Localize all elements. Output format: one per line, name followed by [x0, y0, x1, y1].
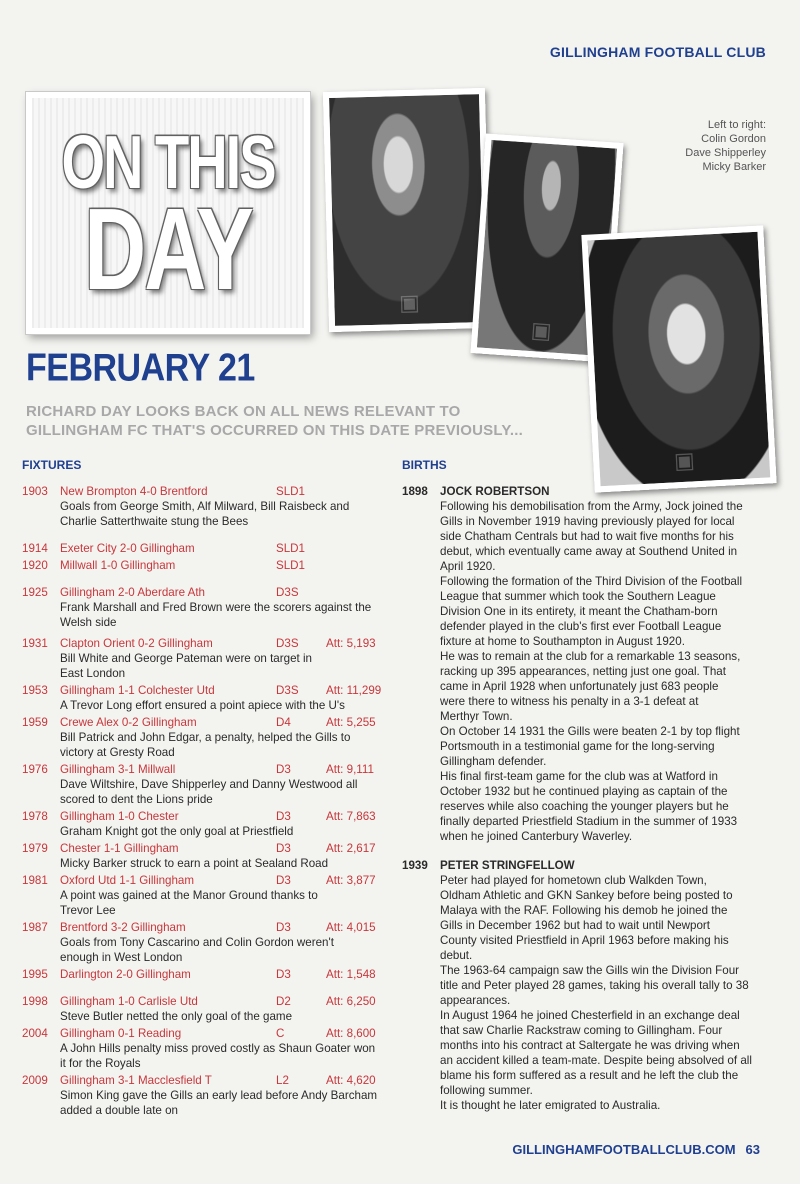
fixture-year: 1959	[22, 716, 48, 729]
fixture-attendance: Att: 2,617	[326, 842, 376, 855]
birth-text-line: that saw Charlie Rackstraw coming to Gillingham. Four	[440, 1024, 723, 1037]
birth-text-line: appearances.	[440, 994, 511, 1007]
birth-text-line: Division One in its entirety, it meant the Chatham-born	[440, 605, 718, 618]
births-heading: BIRTHS	[402, 458, 447, 472]
birth-text-line: Gillingham defender.	[440, 755, 547, 768]
fixture-description: enough in West London	[60, 951, 183, 964]
fixture-match: Gillingham 1-0 Carlisle Utd	[60, 995, 198, 1008]
fixture-description: Simon King gave the Gills an early lead before Andy Barcham	[60, 1089, 378, 1102]
birth-text-line: reserves while also coaching the younger players but he	[440, 800, 729, 813]
club-name: GILLINGHAM FOOTBALL CLUB	[549, 44, 766, 60]
birth-text-line: On October 14 1931 the Gills were beaten 2-1 by top flight	[440, 725, 740, 738]
fixture-description: Charlie Satterthwaite stung the Bees	[60, 515, 249, 528]
fixture-attendance: Att: 5,255	[326, 716, 376, 729]
fixtures-list	[22, 484, 392, 1120]
fixture-description: Graham Knight got the only goal at Priestfield	[60, 825, 294, 838]
fixture-attendance: Att: 11,299	[326, 684, 382, 697]
fixture-description: Steve Butler netted the only goal of the game	[60, 1010, 293, 1023]
fixture-description: scored to dent the Lions pride	[60, 793, 213, 806]
fixture-division: C	[276, 1027, 285, 1040]
caption-line: Micky Barker	[702, 161, 766, 173]
fixture-year: 1981	[22, 874, 48, 887]
birth-text-line: League that summer which took the Southern League	[440, 590, 716, 603]
fixture-year: 1976	[22, 763, 48, 776]
on-this-text: ON THIS	[61, 118, 275, 204]
fixture-description: Goals from George Smith, Alf Milward, Bill Raisbeck and	[60, 500, 350, 513]
fixture-item	[22, 541, 392, 556]
birth-text-line: Malaya with the RAF. Following his demob he joined the	[440, 904, 728, 917]
birth-year: 1898	[402, 485, 428, 498]
fixture-line	[22, 1026, 392, 1041]
fixture-description: added a double late on	[60, 1104, 178, 1117]
birth-text-line: October 1932 but he continued playing as captain of the	[440, 785, 728, 798]
website-url: GILLINGHAMFOOTBALLCLUB.COM	[512, 1142, 736, 1157]
fixture-line	[22, 762, 392, 777]
fixture-year: 1903	[22, 485, 48, 498]
birth-text-line: fixture at home to Southampton in August 1920.	[440, 635, 685, 648]
fixture-match: Chester 1-1 Gillingham	[60, 842, 179, 855]
fixture-division: D3	[276, 968, 291, 981]
fixture-item	[22, 762, 392, 807]
birth-text-line: It is thought he later emigrated to Australia.	[440, 1099, 661, 1112]
fixture-year: 1995	[22, 968, 48, 981]
birth-text-line: racking up 395 appearances, netting just one goal. That	[440, 665, 726, 678]
player-photo-colin-gordon	[323, 88, 491, 332]
fixture-description: Bill White and George Pateman were on target in	[60, 652, 312, 665]
fixture-match: New Brompton 4-0 Brentford	[60, 485, 208, 498]
date-title: FEBRUARY 21	[26, 346, 255, 390]
birth-text-line: Following his demobilisation from the Army, Jock joined the	[440, 500, 743, 513]
footer	[512, 1142, 760, 1157]
fixture-item	[22, 920, 392, 965]
birth-text-line: Peter had played for hometown club Walkden Town,	[440, 874, 707, 887]
fixture-item	[22, 1073, 392, 1118]
birth-text-line: In August 1964 he joined Chesterfield in an exchange deal	[440, 1009, 740, 1022]
fixture-attendance: Att: 8,600	[326, 1027, 376, 1040]
birth-text-line: defender played in the club's first ever Football League	[440, 620, 722, 633]
fixture-item	[22, 715, 392, 760]
birth-text-line: Portsmouth in a testimonial game for the long-serving	[440, 740, 715, 753]
birth-name: PETER STRINGFELLOW	[440, 859, 575, 872]
photo-icon: ▣	[673, 447, 696, 474]
fixture-division: D2	[276, 995, 291, 1008]
birth-text-line: The 1963-64 campaign saw the Gills win the Division Four	[440, 964, 740, 977]
fixture-year: 1978	[22, 810, 48, 823]
caption-line: Left to right:	[707, 119, 766, 131]
fixture-match: Darlington 2-0 Gillingham	[60, 968, 191, 981]
birth-text-line: He was to remain at the club for a remarkable 13 seasons,	[440, 650, 741, 663]
fixture-match: Gillingham 1-0 Chester	[60, 810, 179, 823]
fixture-division: D3	[276, 763, 291, 776]
fixture-line	[22, 541, 392, 556]
fixture-match: Gillingham 0-1 Reading	[60, 1027, 182, 1040]
fixture-line	[22, 809, 392, 824]
fixture-line	[22, 484, 392, 499]
fixture-description: A Trevor Long effort ensured a point apiece with the U's	[60, 699, 345, 712]
birth-text-line: Merthyr Town.	[440, 710, 513, 723]
fixture-line	[22, 715, 392, 730]
birth-year: 1939	[402, 859, 428, 872]
fixture-division: D3S	[276, 586, 299, 599]
fixture-attendance: Att: 5,193	[326, 637, 376, 650]
fixture-division: SLD1	[276, 559, 306, 572]
fixtures-heading: FIXTURES	[22, 458, 82, 472]
births-list	[402, 484, 768, 1127]
birth-text-line: months into his contract at Saltergate he was driving when	[440, 1039, 740, 1052]
fixture-line	[22, 841, 392, 856]
fixture-match: Gillingham 3-1 Macclesfield T	[60, 1074, 212, 1087]
photo-caption	[685, 118, 766, 174]
birth-text-line: an accident killed a team-mate. Despite being absolved of all	[440, 1054, 752, 1067]
fixture-division: D4	[276, 716, 291, 729]
fixture-item	[22, 636, 392, 681]
caption-line: Colin Gordon	[701, 133, 766, 145]
photo-icon: ▣	[529, 317, 553, 344]
birth-heading	[402, 484, 768, 499]
fixture-match: Gillingham 3-1 Millwall	[60, 763, 176, 776]
fixture-item	[22, 585, 392, 630]
fixture-match: Exeter City 2-0 Gillingham	[60, 542, 195, 555]
fixture-description: Goals from Tony Cascarino and Colin Gordon weren't	[60, 936, 334, 949]
birth-text-line: Oldham Athletic and GKN Sankey before being posted to	[440, 889, 733, 902]
birth-text-line: Following the formation of the Third Division of the Football	[440, 575, 743, 588]
birth-text-line: blame his form suffered as a result and he left the club the	[440, 1069, 739, 1082]
fixture-line	[22, 873, 392, 888]
fixture-line	[22, 636, 392, 651]
fixture-line	[22, 1073, 392, 1088]
birth-text-line: title and Peter played 28 games, taking his overall tally to 38	[440, 979, 749, 992]
fixture-description: Micky Barker struck to earn a point at Sealand Road	[60, 857, 329, 870]
fixture-line	[22, 920, 392, 935]
birth-text-line: following summer.	[440, 1084, 533, 1097]
fixture-description: East London	[60, 667, 126, 680]
birth-text-line: County visited Priestfield in April 1963 before making his	[440, 934, 729, 947]
birth-text-line: His final first-team game for the club was at Watford in	[440, 770, 718, 783]
fixture-division: D3	[276, 810, 291, 823]
fixture-match: Millwall 1-0 Gillingham	[60, 559, 176, 572]
fixture-attendance: Att: 4,015	[326, 921, 376, 934]
intro-line: GILLINGHAM FC THAT'S OCCURRED ON THIS DATE PREVIOUSLY...	[26, 422, 524, 439]
fixture-item	[22, 558, 392, 573]
fixture-description: Dave Wiltshire, Dave Shipperley and Danny Westwood all	[60, 778, 358, 791]
fixture-match: Oxford Utd 1-1 Gillingham	[60, 874, 195, 887]
birth-name: JOCK ROBERTSON	[440, 485, 550, 498]
fixture-attendance: Att: 9,111	[326, 763, 374, 776]
fixture-description: A point was gained at the Manor Ground thanks to	[60, 889, 318, 902]
fixture-division: D3	[276, 874, 291, 887]
fixture-item	[22, 841, 392, 871]
fixture-item	[22, 484, 392, 529]
birth-text-line: when he joined Canterbury Waverley.	[440, 830, 633, 843]
fixture-item	[22, 967, 392, 982]
fixture-line	[22, 558, 392, 573]
fixture-item	[22, 809, 392, 839]
birth-text-line: Gills in December 1962 but had to wait until Newport	[440, 919, 711, 932]
fixture-year: 1920	[22, 559, 48, 572]
fixture-match: Crewe Alex 0-2 Gillingham	[60, 716, 197, 729]
fixture-attendance: Att: 3,877	[326, 874, 376, 887]
birth-text-line: side Chatham Centrals but had to wait five months for his	[440, 530, 734, 543]
fixture-year: 1931	[22, 637, 48, 650]
birth-text-line: debut, which eventually came away at Southend United in	[440, 545, 738, 558]
photo-icon: ▣	[398, 289, 421, 316]
fixture-year: 2004	[22, 1027, 48, 1040]
fixture-match: Gillingham 1-1 Colchester Utd	[60, 684, 215, 697]
fixture-line	[22, 967, 392, 982]
fixture-item	[22, 873, 392, 918]
fixture-item	[22, 683, 392, 713]
fixture-division: D3S	[276, 684, 299, 697]
fixture-year: 1998	[22, 995, 48, 1008]
fixture-division: D3	[276, 842, 291, 855]
caption-line: Dave Shipperley	[685, 147, 766, 159]
fixture-description: Bill Patrick and John Edgar, a penalty, helped the Gills to	[60, 731, 351, 744]
birth-text-line: were there to witness his penalty in a 3-1 defeat at	[440, 695, 699, 708]
birth-text-line: finally departed Priestfield Stadium in the summer of 1933	[440, 815, 738, 828]
birth-entry	[402, 858, 768, 1113]
fixture-description: Trevor Lee	[60, 904, 116, 917]
fixture-year: 1979	[22, 842, 48, 855]
fixture-attendance: Att: 6,250	[326, 995, 376, 1008]
birth-heading	[402, 858, 768, 873]
fixture-attendance: Att: 4,620	[326, 1074, 376, 1087]
birth-text-line: debut.	[440, 949, 473, 962]
fixture-match: Clapton Orient 0-2 Gillingham	[60, 637, 213, 650]
fixture-division: D3S	[276, 637, 299, 650]
fixture-description: A John Hills penalty miss proved costly as Shaun Goater won	[60, 1042, 376, 1055]
fixture-line	[22, 585, 392, 600]
fixture-line	[22, 683, 392, 698]
fixture-division: L2	[276, 1074, 289, 1087]
fixture-year: 1987	[22, 921, 48, 934]
birth-text-line: April 1920.	[440, 560, 496, 573]
birth-entry	[402, 484, 768, 844]
birth-text-line: Gills in November 1919 having previously played for local	[440, 515, 735, 528]
fixture-division: SLD1	[276, 485, 306, 498]
fixture-description: Frank Marshall and Fred Brown were the scorers against the	[60, 601, 372, 614]
fixture-match: Gillingham 2-0 Aberdare Ath	[60, 586, 206, 599]
fixture-year: 2009	[22, 1074, 48, 1087]
fixture-item	[22, 994, 392, 1024]
fixture-year: 1914	[22, 542, 48, 555]
fixture-match: Brentford 3-2 Gillingham	[60, 921, 186, 934]
fixture-division: D3	[276, 921, 291, 934]
fixture-attendance: Att: 7,863	[326, 810, 376, 823]
fixture-line	[22, 994, 392, 1009]
fixture-description: Welsh side	[60, 616, 117, 629]
fixture-year: 1953	[22, 684, 48, 697]
page-number: 63	[745, 1142, 760, 1157]
intro-line: RICHARD DAY LOOKS BACK ON ALL NEWS RELEVANT TO	[26, 403, 461, 420]
intro-text	[26, 402, 586, 440]
fixture-attendance: Att: 1,548	[326, 968, 376, 981]
day-text: DAY	[84, 184, 252, 315]
fixture-year: 1925	[22, 586, 48, 599]
fixture-item	[22, 1026, 392, 1071]
birth-text-line: came in April 1928 when unfortunately just 683 people	[440, 680, 719, 693]
on-this-day-logo	[26, 92, 310, 334]
fixture-division: SLD1	[276, 542, 306, 555]
player-photo-micky-barker	[581, 225, 776, 492]
fixture-description: it for the Royals	[60, 1057, 141, 1070]
fixture-description: victory at Gresty Road	[60, 746, 175, 759]
